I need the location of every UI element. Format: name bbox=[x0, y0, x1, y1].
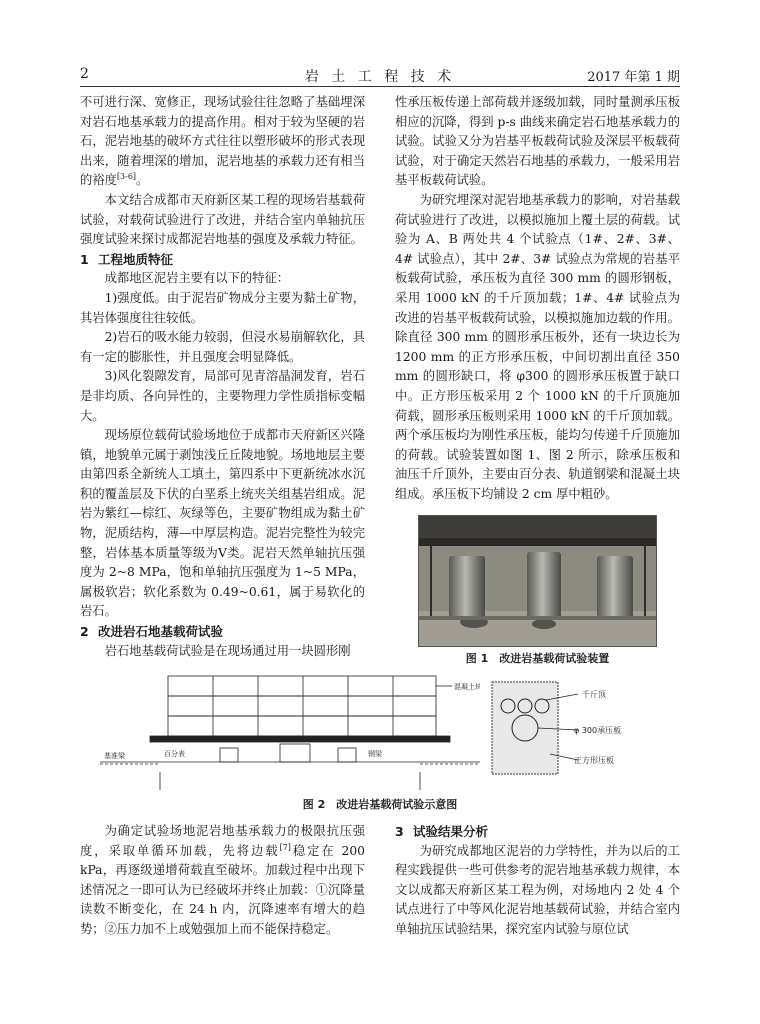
right-column bbox=[395, 93, 680, 504]
paragraph: 岩石地基载荷试验是在现场通过用一块圆形刚 bbox=[104, 643, 351, 658]
label-jack: 千斤顶 bbox=[582, 690, 606, 699]
running-header bbox=[80, 64, 680, 87]
label-round-plate: φ 300承压板 bbox=[574, 726, 622, 735]
paragraph: 不可进行深、宽修正，现场试验往往忽略了基础埋深对岩石地基承载力的提高作用。相对于较为坚硬的岩石，泥岩地基的破坏方式往往以塑形破坏的形式表现出来，随着埋深的增加，泥岩地基的承载力还有相当的裕度[3-6]。 bbox=[80, 95, 365, 188]
issue-label: 2017 年第 1 期 bbox=[587, 70, 680, 85]
label-beam: 钢梁 bbox=[368, 750, 382, 758]
figure-1-caption: 图 1 改进岩基载荷试验装置 bbox=[465, 652, 610, 665]
paragraph: 成都地区泥岩主要有以下的特征： bbox=[104, 271, 290, 286]
figure-2-plan-diagram bbox=[490, 680, 640, 788]
left-column bbox=[80, 93, 365, 661]
paragraph: 为研究埋深对泥岩地基承载力的影响，对岩基载荷试验进行了改进，以模拟施加上覆土层的荷载。试验为 A、B 两处共 4 个试验点（1#、2#、3#、4# 试验点），其中 2#、3# 试验点为常规的岩基平板载荷试验，承压板为直径 300 mm 的圆形钢板，采用 1000 kN 的千斤顶加载；1#、4# 试验点为改进的岩基平板载荷试验，以模拟施加边载的作用。除直径 300 mm 的圆形承压板外，还有一块边长为 1200 mm 的正方形承压板，中间切割出直径 350 mm 的圆形缺口，将 φ300 的圆形承压板置于缺口中。正方形压板采用 2 个 1000 kN 的千斤顶施加荷载，圆形承压板则采用 1000 kN 的千斤顶加载。两个承压板均为刚性承压板，能均匀传递千斤顶施加的荷载。试验装置如图 1、图 2 所示，除承压板和油压千斤顶外，主要由百分表、轨道钢梁和混凝土块组成。承压板下均铺设 2 cm 厚中粗砂。 bbox=[395, 192, 680, 501]
section-heading-2: 2 改进岩石地基载荷试验 bbox=[80, 624, 224, 640]
list-item: 3)风化裂隙发育，局部可见青溶晶洞发育，岩石是非均质、各向异性的，主要物理力学性质指标变幅大。 bbox=[80, 369, 365, 423]
test-apparatus-photo bbox=[419, 516, 656, 646]
bottom-right-column bbox=[395, 822, 680, 940]
list-item: 1)强度低。由于泥岩矿物成分主要为黏土矿物，其岩体强度往往较低。 bbox=[80, 290, 365, 325]
paragraph: 为研究成都地区泥岩的力学特性，并为以后的工程实践提供一些可供参考的泥岩地基承载力规律，本文以成都天府新区某工程为例，对场地内 2 处 4 个试点进行了中等风化泥岩地基载荷试验，并结合室内单轴抗压试验结果，探究室内试验与原位试 bbox=[395, 843, 680, 936]
figure-1-photo bbox=[418, 515, 657, 647]
paragraph: 现场原位载荷试验场地位于成都市天府新区兴隆镇，地貌单元属于剥蚀浅丘丘陵地貌。场地地层主要由第四系全新统人工填土，第四系中下更新统冰水沉积的覆盖层及下伏的白垩系上统夹关组基岩组成。泥岩为紫红—棕红、灰绿等色，主要矿物组成为黏土矿物，泥质结构，薄—中厚层构造。泥岩完整性为较完整，岩体基本质量等级为Ⅴ类。泥岩天然单轴抗压强度为 2~8 MPa，饱和单轴抗压强度为 1~5 MPa，属极软岩；软化系数为 0.49~0.61，属于易软化的岩石。 bbox=[80, 428, 365, 619]
paragraph: 性承压板传递上部荷载并逐级加载，同时量测承压板相应的沉降，得到 p-s 曲线来确定岩石地基承载力的试验。试验又分为岩基平板载荷试验及深层平板载荷试验，对于确定天然岩石地基的承载力，一般采用岩基平板载荷试验。 bbox=[395, 95, 680, 188]
citation[interactable]: [3-6] bbox=[116, 172, 137, 182]
label-concrete-block: 混凝土块 bbox=[454, 683, 480, 691]
label-gauge: 百分表 bbox=[164, 750, 185, 758]
label-base: 基准梁 bbox=[104, 752, 125, 760]
citation[interactable]: [7] bbox=[279, 842, 291, 852]
paragraph: 为确定试验场地泥岩地基承载力的极限抗压强度，采取单循环加载，先将边载[7]稳定在 200 kPa，再逐级递增荷载直至破坏。加载过程中出现下述情况之一即可认为已经破坏并终止加载：①沉降量读数不断变化，在 24 h 内，沉降速率有增大的趋势；②压力加不上或勉强加上而不能保持稳定。 bbox=[80, 824, 365, 936]
paragraph: 本文结合成都市天府新区某工程的现场岩基载荷试验，对载荷试验进行了改进，并结合室内单轴抗压强度试验来探讨成都泥岩地基的强度及承载力特征。 bbox=[80, 192, 365, 247]
figure-2-caption: 图 2 改进岩基载荷试验示意图 bbox=[302, 798, 458, 811]
journal-title: 岩 土 工 程 技 术 bbox=[304, 69, 456, 85]
section-heading-1: 1 工程地质特征 bbox=[80, 251, 174, 267]
page-number: 2 bbox=[80, 66, 89, 82]
bottom-left-column bbox=[80, 822, 365, 940]
label-square-plate: 正方形压板 bbox=[574, 756, 614, 765]
section-heading-3: 3 试验结果分析 bbox=[395, 824, 489, 839]
list-item: 2)岩石的吸水能力较弱，但浸水易崩解软化，具有一定的膨胀性，并且强度会明显降低。 bbox=[80, 330, 365, 364]
figure-2-section-diagram bbox=[100, 672, 480, 790]
